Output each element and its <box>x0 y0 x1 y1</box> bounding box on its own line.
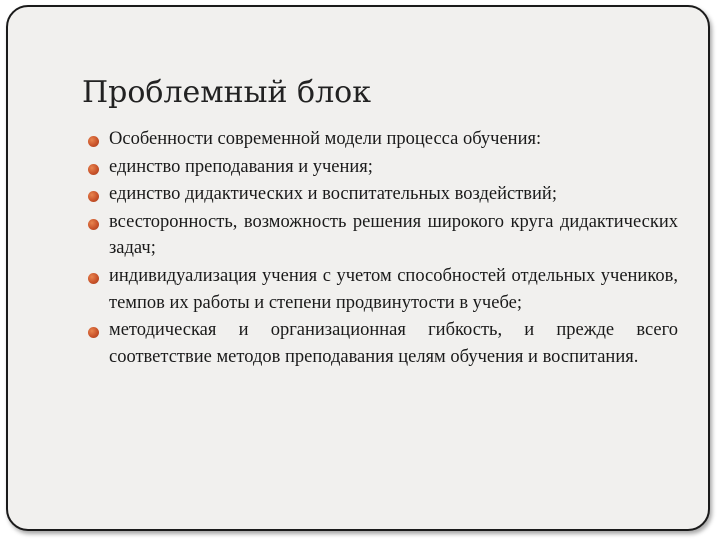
bullet-dot-icon <box>88 191 99 202</box>
bullet-dot-icon <box>88 327 99 338</box>
bullet-text: единство преподавания и учения; <box>109 156 373 177</box>
bullet-item <box>86 181 678 208</box>
bullet-dot-icon <box>88 136 99 147</box>
slide-frame <box>6 5 710 531</box>
slide-title: Проблемный блок <box>82 75 371 110</box>
bullet-dot-icon <box>88 164 99 175</box>
bullet-dot-icon <box>88 273 99 284</box>
bullet-text: всесторонность, возможность решения широкого круга дидактических задач; <box>109 211 678 259</box>
bullet-item <box>86 126 678 153</box>
bullet-dot-icon <box>88 219 99 230</box>
bullet-item <box>86 317 678 370</box>
bullet-text: Особенности современной модели процесса обучения: <box>109 129 542 149</box>
bullet-text: единство дидактических и воспитательных воздействий; <box>109 184 557 205</box>
bullet-text: индивидуализация учения с учетом способностей отдельных учеников, темпов их работы и степени продвинутости в учебе; <box>109 265 678 313</box>
bullet-list <box>86 126 678 371</box>
bullet-item <box>86 209 678 262</box>
bullet-item <box>86 263 678 316</box>
bullet-item <box>86 154 678 181</box>
bullet-text: методическая и организационная гибкость, и прежде всего соответствие методов преподавания целям обучения и воспитания. <box>109 320 678 367</box>
